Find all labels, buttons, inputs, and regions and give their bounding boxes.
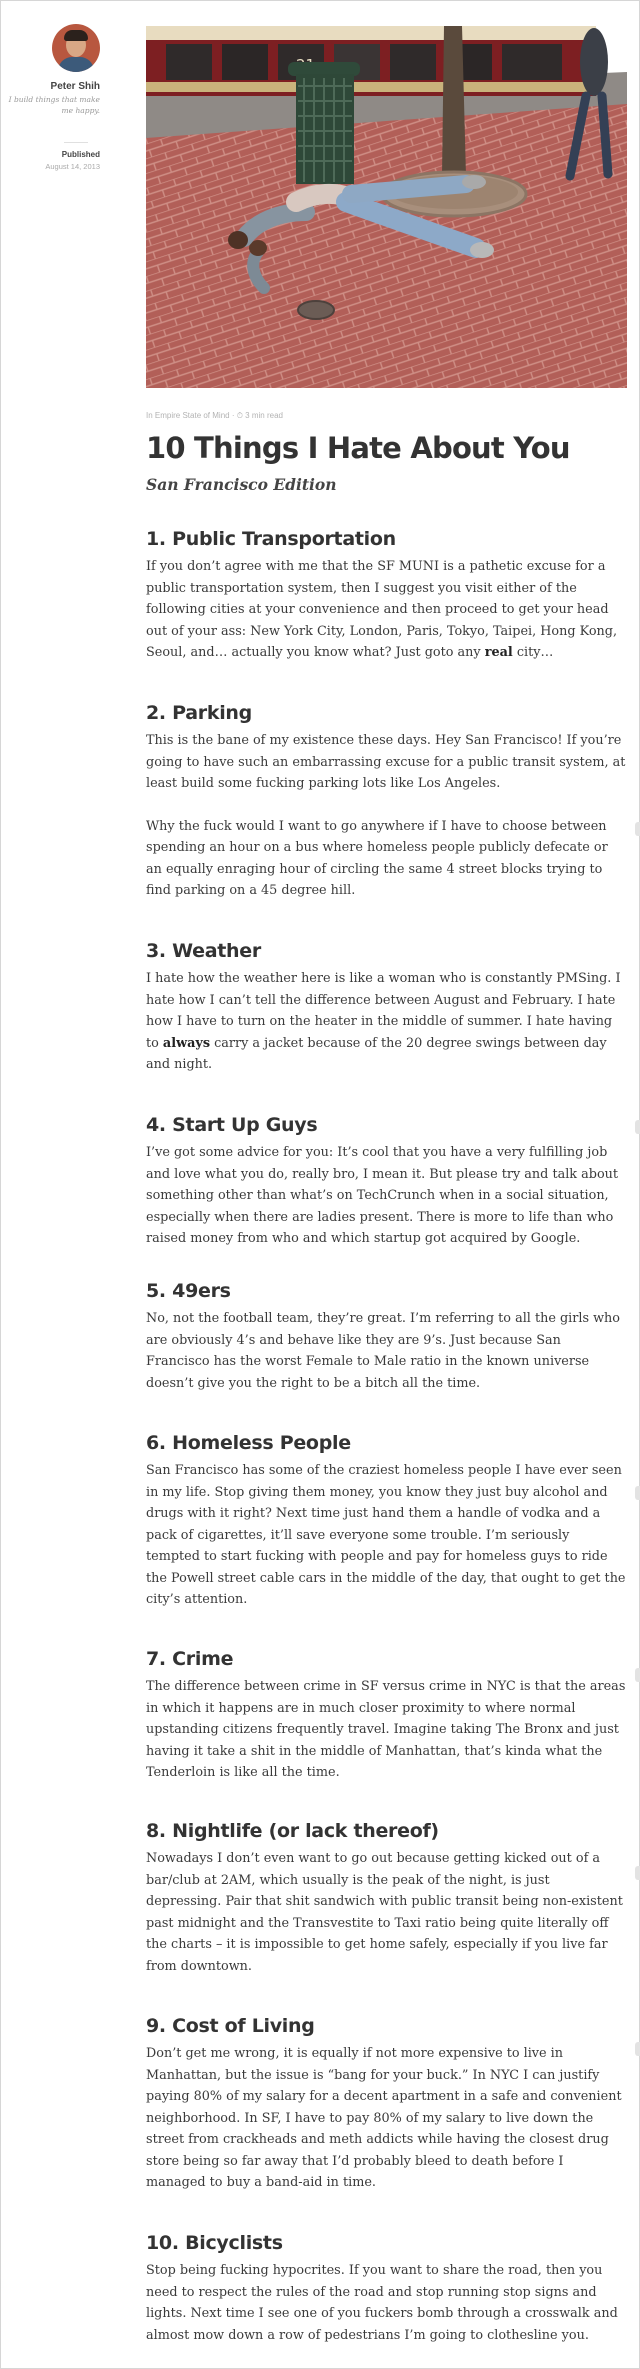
section-paragraph: Don’t get me wrong, it is equally if not more expensive to live in Manhattan, but the issue is “bang for your buck.” In NYC I can justify paying 80% of my salary for a decent apartment in a safe and convenient neighborhood. In SF, I have to pay 80% of my salary to live down the street from crackheads and meth addicts while having the closest drug store being so far away that I’d probably bleed to death before I managed to buy a band-aid in time. — [146, 2046, 622, 2190]
section-crime — [146, 1646, 627, 1784]
section-parking — [146, 700, 627, 902]
article-meta[interactable]: In Empire State of Mind · ⏱ 3 min read — [146, 411, 283, 420]
published-label: Published — [61, 150, 100, 159]
section-heading: 4. Start Up Guys — [146, 1114, 318, 1136]
author-name[interactable]: Peter Shih — [50, 81, 100, 92]
article-subtitle: San Francisco Edition — [146, 475, 337, 494]
section-paragraph: The difference between crime in SF versus crime in NYC is that the areas in which it happens are in much closer proximity to where normal upstanding citizens frequently travel. Imagine taking The Bronx and just having it take a shit in the middle of Manhattan, that’s kinda what the Tenderloin is like all the time. — [146, 1679, 626, 1780]
section-nightlife — [146, 1818, 627, 1977]
section-heading: 10. Bicyclists — [146, 2232, 283, 2254]
section-paragraph: This is the bane of my existence these days. Hey San Francisco! If you’re going to have such an embarrassing excuse for a public transit system, at least build some fucking parking lots like Los Angeles. — [146, 733, 626, 791]
note-marker[interactable] — [635, 1120, 640, 1134]
note-marker[interactable] — [635, 1668, 640, 1682]
author-bio: I build things that make me happy. — [8, 95, 100, 115]
author-divider — [64, 142, 88, 143]
section-heading: 5. 49ers — [146, 1280, 231, 1302]
note-marker[interactable] — [635, 1486, 640, 1500]
section-heading: 3. Weather — [146, 940, 261, 962]
section-heading: 6. Homeless People — [146, 1432, 351, 1454]
emphasis-text: always — [162, 1035, 211, 1051]
hero-image — [146, 26, 627, 388]
section-49ers — [146, 1278, 627, 1394]
section-paragraph: No, not the football team, they’re great. I’m referring to all the girls who are obviously 4’s and behave like they are 9’s. Just because San Francisco has the worst Female to Male ratio in the known universe doesn’t give you the right to be a bitch all the time. — [146, 1311, 621, 1391]
article-title: 10 Things I Hate About You — [146, 431, 570, 465]
section-paragraph: Why the fuck would I want to go anywhere if I have to choose between spending an hour on a bus where homeless people publicly defecate or an equally enraging hour of circling the same 4 street blocks trying to find parking on a 45 degree hill. — [146, 818, 608, 898]
section-heading: 1. Public Transportation — [146, 528, 396, 550]
section-paragraph: I hate how the weather here is like a woman who is constantly PMSing. I hate how I can’t tell the difference between August and February. I hate how I have to turn on the heater in the middle of summer. I hate having to always carry a jacket because of the 20 degree swings between day and night. — [146, 971, 621, 1072]
note-marker[interactable] — [635, 1866, 640, 1880]
section-paragraph: Stop being fucking hypocrites. If you want to share the road, then you need to respect the rules of the road and stop running stop signs and lights. Next time I see one of you fuckers bomb through a crosswalk and almost mow down a row of pedestrians I’m going to clothesline you. — [146, 2263, 618, 2343]
section-heading: 8. Nightlife (or lack thereof) — [146, 1820, 439, 1842]
section-paragraph: San Francisco has some of the craziest homeless people I have ever seen in my life. Stop giving them money, you know they just buy alcohol and drugs with it right? Next time just hand them a handle of vodka and a pack of cigarettes, it’ll save everyone some trouble. I’m seriously tempted to start fucking with people and pay for homeless guys to ride the Powell street cable cars in the middle of the day, that ought to get the city’s attention. — [146, 1463, 626, 1607]
note-marker[interactable] — [635, 2042, 640, 2056]
section-paragraph: If you don’t agree with me that the SF MUNI is a pathetic excuse for a public transportation system, then I suggest you visit either of the following cities at your convenience and then proceed to get your head out of your ass: New York City, London, Paris, Tokyo, Taipei, Hong Kong, Seoul, and… actually you know what? Just goto any real city… — [146, 559, 618, 660]
section-public-transportation — [146, 526, 627, 664]
section-paragraph: I’ve got some advice for you: It’s cool that you have a very fulfilling job and love what you do, really bro, I mean it. But please try and talk about something other than what’s on TechCrunch when in a social situation, especially when there are ladies present. There is more to life than who raised money from who and which startup got acquired by Google. — [146, 1145, 619, 1246]
section-heading: 9. Cost of Living — [146, 2015, 315, 2037]
section-start-up-guys — [146, 1112, 627, 1250]
published-date: August 14, 2013 — [45, 162, 100, 171]
section-homeless-people — [146, 1430, 627, 1611]
author-avatar[interactable] — [52, 24, 100, 72]
section-heading: 7. Crime — [146, 1648, 234, 1670]
section-bicyclists — [146, 2230, 627, 2346]
section-paragraph: Nowadays I don’t even want to go out because getting kicked out of a bar/club at 2AM, which usually is the peak of the night, is just depressing. Pair that shit sandwich with public transit being non-existent past midnight and the Transvestite to Taxi ratio being quite literally off the charts – it is impossible to get home safely, especially if you live far from downtown. — [146, 1851, 623, 1974]
section-heading: 2. Parking — [146, 702, 252, 724]
emphasis-text: real — [484, 645, 513, 660]
section-weather — [146, 938, 627, 1076]
note-marker[interactable] — [635, 822, 640, 836]
section-cost-of-living — [146, 2013, 627, 2194]
